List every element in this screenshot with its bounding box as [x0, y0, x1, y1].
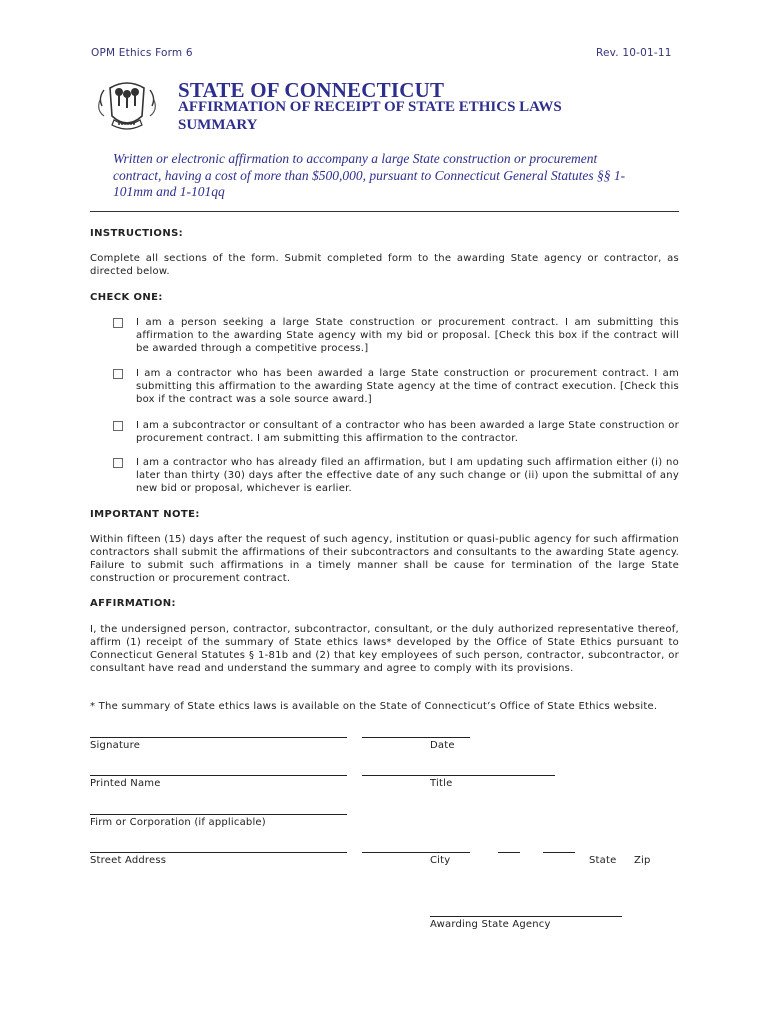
city-line[interactable] [362, 852, 470, 853]
state-line[interactable] [498, 852, 520, 853]
awarding-agency-label: Awarding State Agency [430, 919, 551, 930]
instructions-text: Complete all sections of the form. Submit completed form to the awarding State agency or contractor, as directed below. [90, 253, 679, 277]
option-1-checkbox[interactable] [113, 318, 123, 328]
revision-number: Rev. 10-01-11 [596, 47, 672, 59]
firm-label: Firm or Corporation (if applicable) [90, 817, 266, 828]
option-4-checkbox[interactable] [113, 458, 123, 468]
option-1-text: I am a person seeking a large State construction or procurement contract. I am submitting this affirmation to the awarding State agency with my bid or proposal. [Check this box if the contract will be awarded through a competitive process.] [136, 317, 679, 354]
firm-line[interactable] [90, 814, 347, 815]
zip-line[interactable] [543, 852, 575, 853]
option-3-text: I am a subcontractor or consultant of a contractor who has been awarded a large State construction or procurement contract. I am submitting this affirmation to the contractor. [136, 420, 679, 444]
important-note-heading: IMPORTANT NOTE: [90, 509, 200, 520]
printed-name-line[interactable] [90, 775, 347, 776]
printed-name-label: Printed Name [90, 778, 161, 789]
affirmation-footnote: * The summary of State ethics laws is available on the State of Connecticut’s Office of State Ethics website. [90, 701, 658, 712]
title-line[interactable] [362, 775, 555, 776]
city-label: City [430, 855, 451, 866]
page-title: STATE OF CONNECTICUT [178, 78, 445, 102]
option-2-text: I am a contractor who has been awarded a large State construction or procurement contract. I am submitting this affirmation to the awarding State agency at the time of contract execution. [Check this box if the contract was a sole source award.] [136, 368, 679, 405]
affirmation-text: I, the undersigned person, contractor, subcontractor, consultant, or the duly authorized representative thereof, affirm (1) receipt of the summary of State ethics laws* developed by the Office of State Ethics pursuant to Connecticut General Statutes § 1-81b and (2) that key employees of such person, contractor, subcontractor, or consultant have read and understand the summary and agree to comply with its provisions. [90, 624, 679, 674]
signature-line[interactable] [90, 737, 347, 738]
instructions-heading: INSTRUCTIONS: [90, 228, 184, 239]
date-label: Date [430, 740, 455, 751]
affirmation-heading: AFFIRMATION: [90, 598, 176, 609]
date-line[interactable] [362, 737, 470, 738]
zip-label: Zip [634, 855, 651, 866]
option-4-text: I am a contractor who has already filed an affirmation, but I am updating such affirmation either (i) no later than thirty (30) days after the effective date of any such change or (ii) upon the submittal of any new bid or proposal, whichever is earlier. [136, 457, 679, 494]
intro-text: Written or electronic affirmation to accompany a large State construction or procurement contract, having a cost of more than $500,000, pursuant to Connecticut General Statutes §§ 1-101mm and 1-101qq [113, 151, 626, 199]
form-id: OPM Ethics Form 6 [91, 47, 193, 59]
check-one-heading: CHECK ONE: [90, 292, 163, 303]
street-address-label: Street Address [90, 855, 167, 866]
connecticut-state-seal-icon [96, 78, 158, 134]
signature-label: Signature [90, 740, 141, 751]
header-divider [90, 211, 679, 212]
important-note-text: Within fifteen (15) days after the request of such agency, institution or quasi-public agency for such affirmation contractors shall submit the affirmations of their subcontractors and consultants to the awarding State agency. Failure to submit such affirmations in a timely manner shall be cause for termination of the large State construction or procurement contract. [90, 534, 679, 584]
awarding-agency-line[interactable] [430, 916, 622, 917]
option-2-checkbox[interactable] [113, 369, 123, 379]
state-label: State [589, 855, 617, 866]
option-3-checkbox[interactable] [113, 421, 123, 431]
street-address-line[interactable] [90, 852, 347, 853]
title-label: Title [430, 778, 453, 789]
page-subtitle: AFFIRMATION OF RECEIPT OF STATE ETHICS LAWS SUMMARY [178, 99, 562, 133]
